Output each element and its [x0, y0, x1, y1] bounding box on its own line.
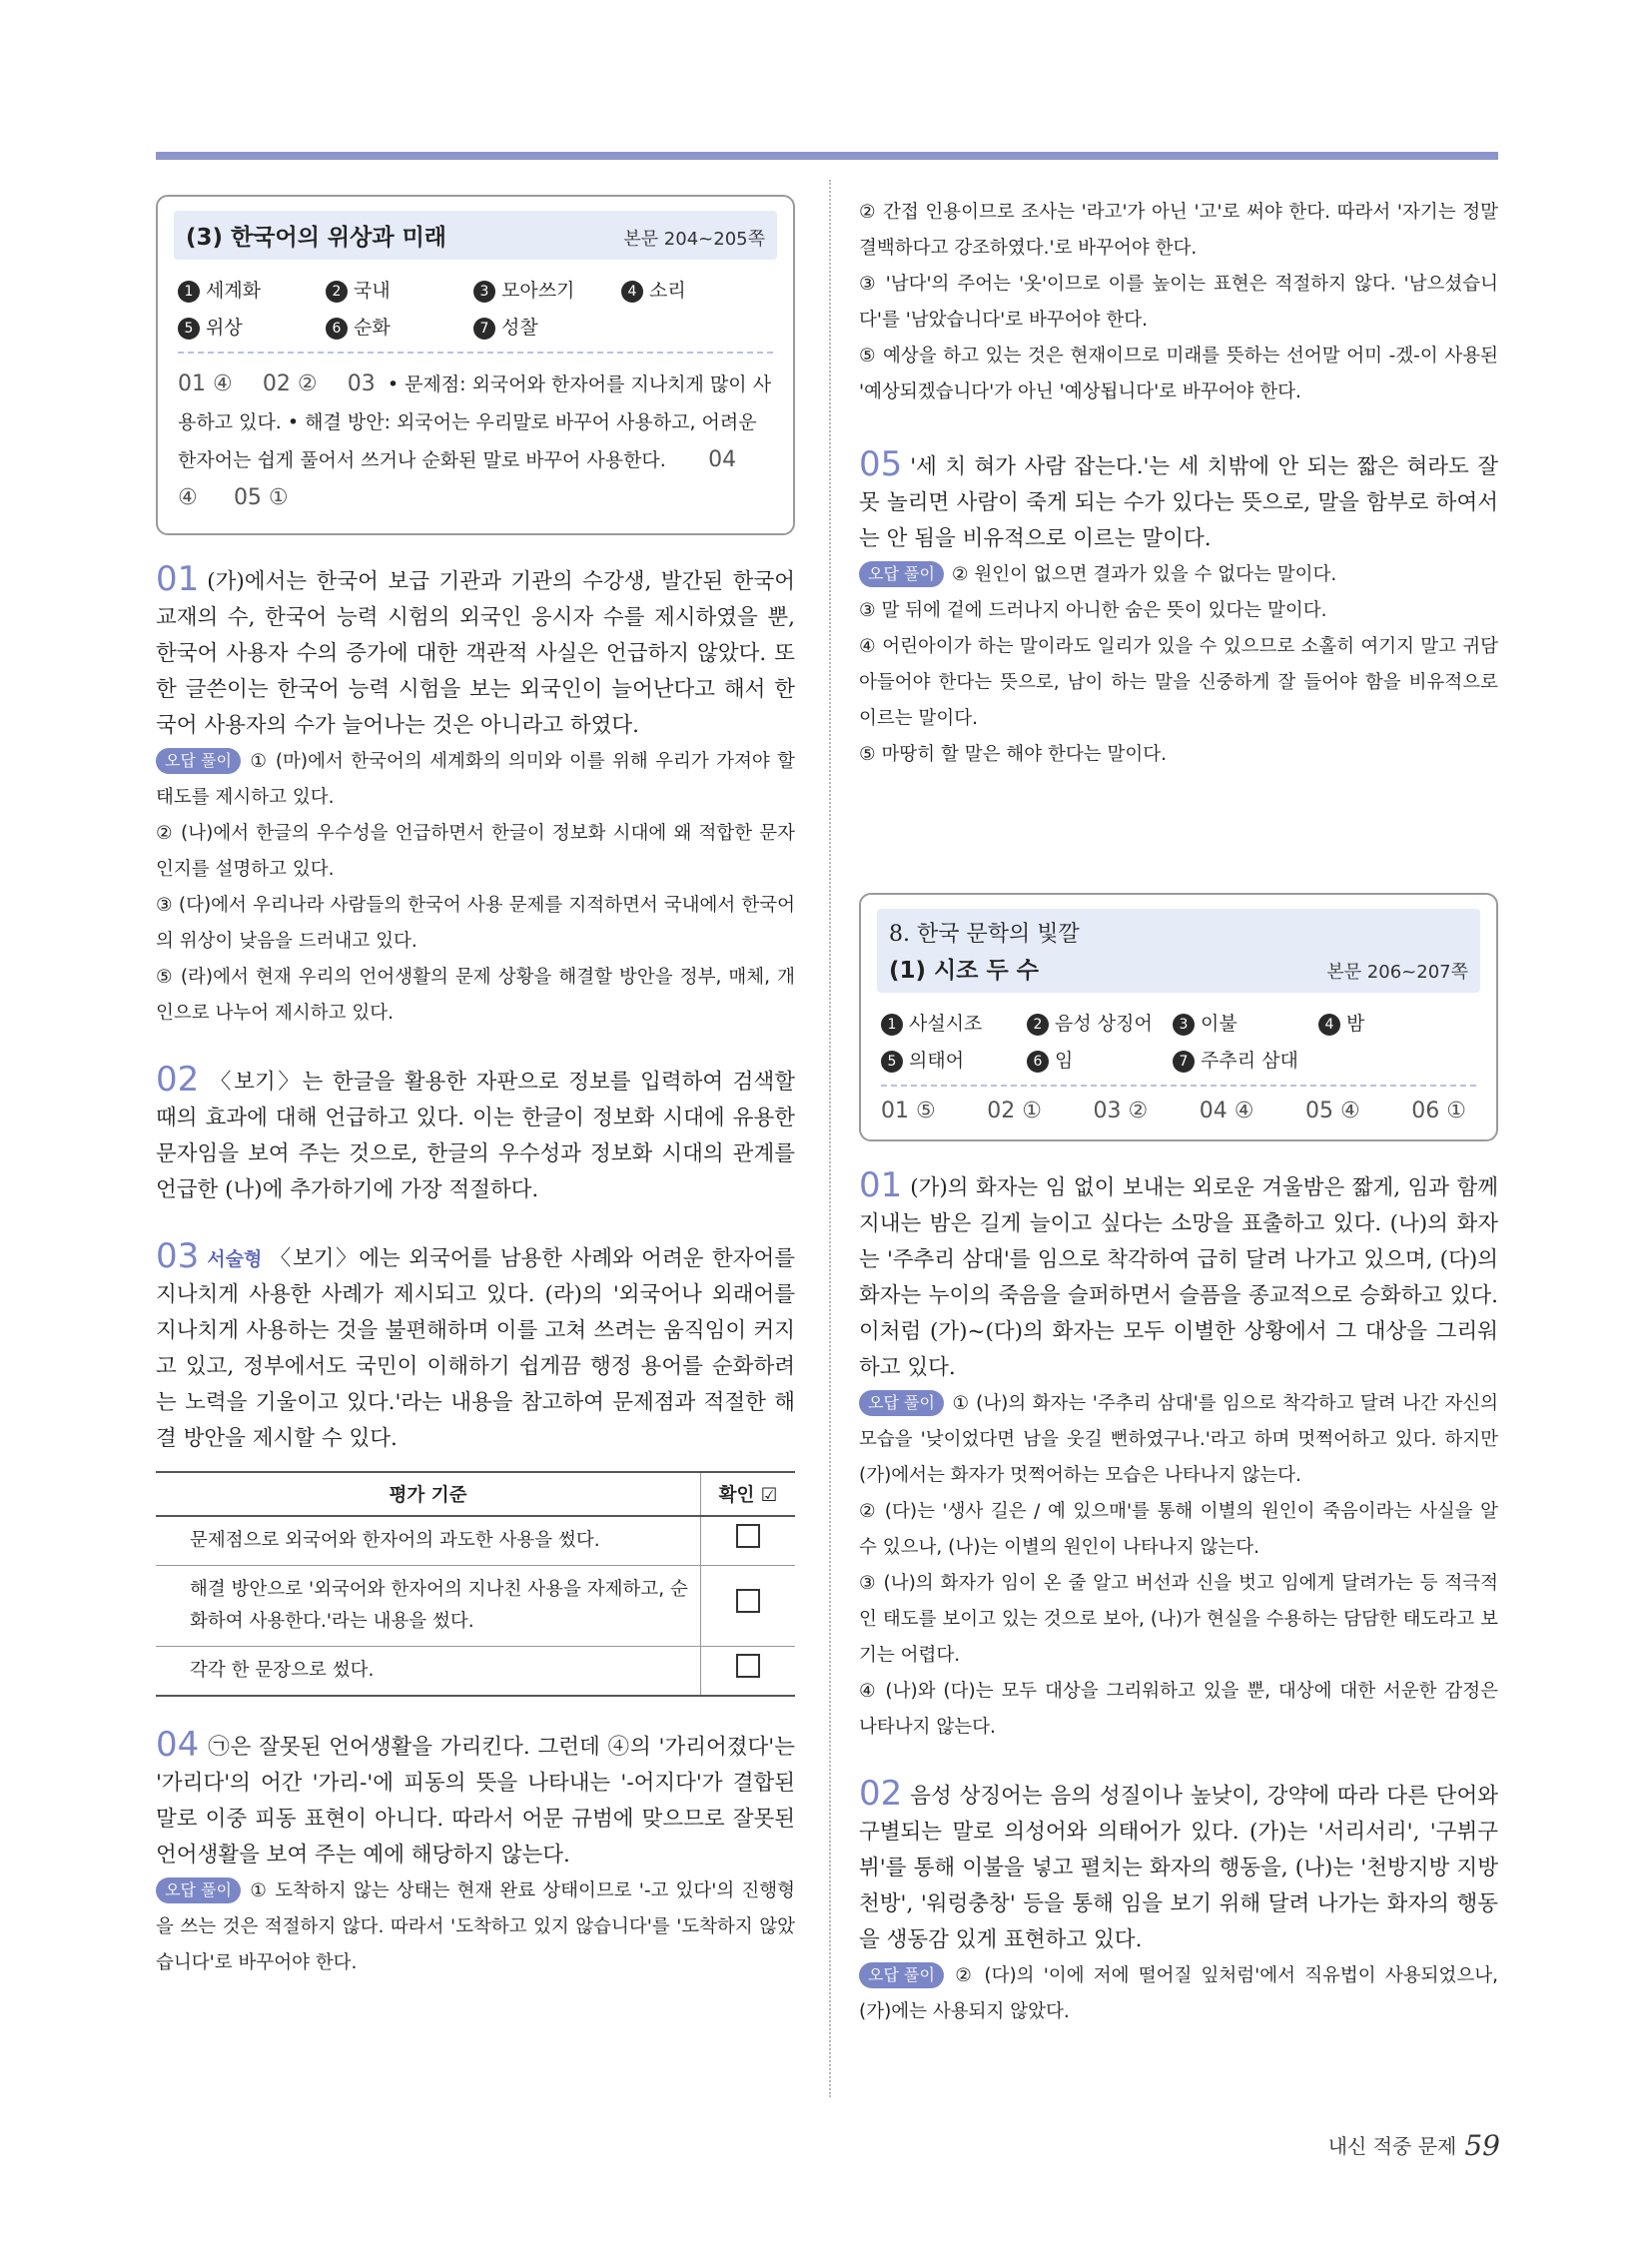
explanation-item: ② (다)는 '생사 길은 / 예 있으매'를 통해 이별의 원인이 죽음이라는 사실을 알 수 있으나, (나)는 이별의 원인이 나타나지 않는다.	[859, 1501, 1498, 1558]
keyword-text: 임	[1055, 1050, 1074, 1072]
explanation-text: ① 도착하지 않는 상태는 현재 완료 상태이므로 '-고 있다'의 진행형을 쓰는 것은 적절하지 않다. 따라서 '도착하고 있지 않습니다'를 '도착하지 않았습니다'로 바꾸어야 한다.	[156, 1880, 795, 1973]
explanation-item	[156, 1873, 795, 1981]
keyword-item	[326, 313, 473, 340]
keyword-text: 밤	[1346, 1013, 1365, 1035]
top-accent-bar	[156, 152, 1498, 160]
keyword-item	[1173, 1009, 1318, 1036]
keyword-text: 음성 상징어	[1055, 1013, 1153, 1035]
keyword-item	[881, 1009, 1027, 1036]
wrong-answer-badge: 오답 풀이	[859, 561, 944, 587]
keyword-text: 성찰	[501, 317, 538, 339]
table-row	[156, 1516, 795, 1566]
explanation-item: ③ '남다'의 주어는 '옷'이므로 이를 높이는 표현은 적절하지 않다. '남으셨습니다'를 '남았습니다'로 바꾸어야 한다.	[859, 274, 1498, 331]
keyword-text: 주추리 삼대	[1201, 1050, 1298, 1072]
answer-item: 05 ④	[1305, 1099, 1360, 1123]
question-number: 02	[156, 1060, 200, 1100]
question-body	[156, 1727, 795, 1873]
explanation-item: ② 간접 인용이므로 조사는 '라고'가 아닌 '고'로 써야 한다. 따라서 '자기는 정말 결백하다고 강조하였다.'로 바꾸어야 한다.	[859, 202, 1498, 259]
footer-label: 내신 적중 문제	[1327, 2134, 1457, 2158]
question-text: (가)에서는 한국어 보급 기관과 기관의 수강생, 발간된 한국어 교재의 수, 한국어 능력 시험의 외국인 응시자 수를 제시하였을 뿐, 한국어 사용자 수의 증가에 대한 객관적 사실은 언급하지 않았다. 또한 글쓴이는 한국어 능력 시험을 보는 외국인이 늘어난다고 해서 한국어 사용자의 수가 늘어나는 것은 아니라고 하였다.	[156, 569, 795, 738]
explanation-item: ③ (나)의 화자가 임이 온 줄 알고 버선과 신을 벗고 임에게 달려가는 등 적극적인 태도를 보이고 있는 것으로 보아, (나)가 현실을 수용하는 담담한 태도라고 보기는 어렵다.	[859, 1573, 1498, 1666]
wrong-answer-badge: 오답 풀이	[156, 748, 241, 774]
check-cell	[701, 1647, 796, 1697]
summary-title: (3) 한국어의 위상과 미래	[186, 225, 447, 251]
criteria-cell: 각각 한 문장으로 썼다.	[156, 1647, 701, 1697]
criteria-cell: 해결 방안으로 '외국어와 한자어의 지나친 사용을 자제하고, 순화하여 사용한다.'라는 내용을 썼다.	[156, 1566, 701, 1647]
keyword-number: 1	[178, 281, 200, 303]
explanation-item: ④ 어린아이가 하는 말이라도 일리가 있을 수 있으므로 소홀히 여기지 말고 귀담아들어야 한다는 뜻으로, 남이 하는 말을 신중하게 잘 들어야 함을 비유적으로 이르는 말이다.	[859, 636, 1498, 729]
question-number: 03	[156, 1236, 200, 1276]
question-body	[859, 446, 1498, 557]
wrong-answer-badge: 오답 풀이	[859, 1390, 944, 1416]
keyword-number: 3	[1173, 1014, 1195, 1036]
question-body	[156, 1238, 795, 1457]
question-03	[156, 1238, 795, 1697]
explanation-text: ② (다)의 '이에 저에 떨어질 잎처럼'에서 직유법이 사용되었으나, (가)에는 사용되지 않았다.	[859, 1965, 1498, 2022]
explanation	[156, 744, 795, 1032]
answer-05: 05 ①	[233, 485, 289, 510]
keyword-number: 7	[1173, 1051, 1195, 1073]
keyword-text: 의태어	[909, 1050, 965, 1072]
question-number: 02	[859, 1774, 903, 1814]
keyword-item	[1027, 1046, 1173, 1073]
column-divider	[829, 180, 831, 2097]
summary-header	[174, 211, 777, 260]
keyword-number: 2	[326, 281, 348, 303]
explanation	[859, 195, 1498, 410]
answer-02: 02 ②	[262, 372, 318, 396]
summary-pages: 본문 206~207쪽	[1326, 962, 1468, 983]
answer-row	[881, 1099, 1476, 1123]
question-01-sijo	[859, 1167, 1498, 1746]
keyword-text: 모아쓰기	[501, 280, 575, 302]
answer-04: 04 ④	[178, 447, 737, 510]
question-04-continued	[859, 195, 1498, 410]
explanation	[859, 1386, 1498, 1746]
check-cell	[701, 1516, 796, 1566]
explanation-text: ① (마)에서 한국어의 세계화의 의미와 이를 위해 우리가 가져야 할 태도를 제시하고 있다.	[156, 751, 795, 808]
question-number: 04	[156, 1725, 200, 1765]
table-row	[156, 1566, 795, 1647]
dashed-divider	[881, 1085, 1476, 1087]
keyword-number: 5	[178, 318, 200, 340]
explanation-item	[156, 744, 795, 816]
explanation	[859, 557, 1498, 773]
table-row	[156, 1647, 795, 1697]
explanation-item: ⑤ (라)에서 현재 우리의 언어생활의 문제 상황을 해결할 방안을 정부, 매체, 개인으로 나누어 제시하고 있다.	[156, 967, 795, 1024]
keyword-number: 3	[473, 281, 495, 303]
keyword-number: 2	[1027, 1014, 1049, 1036]
keyword-item	[881, 1046, 1027, 1073]
keyword-item	[473, 276, 621, 303]
question-04	[156, 1727, 795, 1981]
explanation-item: ③ 말 뒤에 겉에 드러나지 아니한 숨은 뜻이 있다는 말이다.	[859, 600, 1327, 621]
question-01	[156, 561, 795, 1032]
page-footer	[1328, 2129, 1500, 2162]
keyword-number: 6	[326, 318, 348, 340]
dashed-divider	[178, 352, 773, 354]
keyword-number: 4	[621, 281, 643, 303]
question-body	[156, 1062, 795, 1208]
left-column	[156, 195, 795, 2011]
keyword-item	[1027, 1009, 1173, 1036]
keyword-grid	[881, 1009, 1476, 1073]
summary-box-korean-status	[156, 195, 795, 535]
explanation-item	[859, 1958, 1498, 2030]
keyword-item	[178, 276, 326, 303]
question-number: 01	[859, 1165, 903, 1205]
answer-item: 01 ⑤	[881, 1099, 936, 1123]
question-02	[156, 1062, 795, 1208]
keyword-number: 1	[881, 1014, 903, 1036]
answer-block	[178, 366, 773, 517]
question-text: 〈보기〉는 한글을 활용한 자판으로 정보를 입력하여 검색할 때의 효과에 대해 언급하고 있다. 이는 한글이 정보화 시대에 유용한 문자임을 보여 주는 것으로, 한글의 우수성과 정보화 시대의 관계를 언급한 (나)에 추가하기에 가장 적절하다.	[156, 1070, 795, 1202]
checkbox[interactable]	[736, 1654, 760, 1678]
explanation-text: ① (나)의 화자는 '주추리 삼대'를 임으로 착각하고 달려 나간 자신의 모습을 '낮이었다면 남을 웃길 뻔하였구나.'라고 하며 멋쩍어하고 있다. 하지만 (가)에서는 화자가 멋쩍어하는 모습은 나타나지 않는다.	[859, 1393, 1498, 1486]
check-cell	[701, 1566, 796, 1647]
question-text: ㉠은 잘못된 언어생활을 가리킨다. 그런데 ④의 '가리어졌다'는 '가리다'의 어간 '가리-'에 피동의 뜻을 나타내는 '-어지다'가 결합된 말로 이중 피동 표현이 아니다. 따라서 어문 규범에 맞으므로 잘못된 언어생활을 보여 주는 예에 해당하지 않는다.	[156, 1735, 795, 1868]
keyword-item	[473, 313, 621, 340]
keyword-number: 6	[1027, 1051, 1049, 1073]
keyword-text: 소리	[649, 280, 686, 302]
explanation-item: ⑤ 예상을 하고 있는 것은 현재이므로 미래를 뜻하는 선어말 어미 -겠-이 사용된 '예상되겠습니다'가 아닌 '예상됩니다'로 바꾸어야 한다.	[859, 346, 1498, 402]
question-number: 01	[156, 559, 200, 599]
evaluation-table	[156, 1471, 795, 1697]
checkbox[interactable]	[736, 1589, 760, 1613]
answer-item: 02 ①	[987, 1099, 1042, 1123]
summary-header	[877, 909, 1480, 993]
keyword-item	[621, 276, 769, 303]
answer-03-text: • 문제점: 외국어와 한자어를 지나치게 많이 사용하고 있다. • 해결 방안: 외국어는 우리말로 바꾸어 사용하고, 어려운 한자어는 쉽게 풀어서 쓰거나 순화된 말로 바꾸어 사용한다.	[178, 374, 772, 471]
question-body	[156, 561, 795, 744]
table-header-criteria: 평가 기준	[156, 1472, 701, 1516]
answer-01: 01 ④	[178, 372, 233, 396]
answer-03-label: 03	[347, 372, 376, 396]
summary-title: (1) 시조 두 수	[889, 958, 1039, 984]
keyword-text: 사설시조	[909, 1013, 983, 1035]
table-header-check: 확인 ☑	[701, 1472, 796, 1516]
summary-pages: 본문 204~205쪽	[623, 229, 765, 250]
wrong-answer-badge: 오답 풀이	[859, 1962, 944, 1988]
keyword-number: 5	[881, 1051, 903, 1073]
explanation-item: ③ (다)에서 우리나라 사람들의 한국어 사용 문제를 지적하면서 국내에서 한국어의 위상이 낮음을 드러내고 있다.	[156, 895, 795, 952]
keyword-number: 7	[473, 318, 495, 340]
criteria-cell: 문제점으로 외국어와 한자어의 과도한 사용을 썼다.	[156, 1516, 701, 1566]
question-text: (가)의 화자는 임 없이 보내는 외로운 겨울밤은 짧게, 임과 함께 지내는 밤은 길게 늘이고 싶다는 소망을 표출하고 있다. (나)의 화자는 '주추리 삼대'를 임으로 착각하여 급히 달려 나가고 있으며, (다)의 화자는 누이의 죽음을 슬퍼하면서 슬픔을 종교적으로 승화하고 있다. 이처럼 (가)~(다)의 화자는 모두 이별한 상황에서 그 대상을 그리워하고 있다.	[859, 1175, 1498, 1380]
answer-item: 04 ④	[1199, 1099, 1254, 1123]
explanation-item: ② (나)에서 한글의 우수성을 언급하면서 한글이 정보화 시대에 왜 적합한 문자인지를 설명하고 있다.	[156, 823, 795, 880]
keyword-item	[326, 276, 473, 303]
keyword-grid	[178, 276, 773, 340]
explanation	[156, 1873, 795, 1981]
keyword-text: 위상	[206, 317, 243, 339]
explanation	[859, 1958, 1498, 2030]
explanation-item	[859, 557, 1498, 593]
keyword-text: 순화	[354, 317, 391, 339]
keyword-item	[1318, 1009, 1464, 1036]
explanation-item: ④ (나)와 (다)는 모두 대상을 그리워하고 있을 뿐, 대상에 대한 서운한 감정은 나타나지 않는다.	[859, 1681, 1498, 1738]
checkbox[interactable]	[736, 1524, 760, 1548]
explanation-text: ② 원인이 없으면 결과가 있을 수 없다는 말이다.	[951, 564, 1337, 585]
answer-item: 03 ②	[1093, 1099, 1149, 1123]
answer-item: 06 ①	[1411, 1099, 1466, 1123]
question-body	[859, 1167, 1498, 1386]
question-05	[859, 446, 1498, 773]
question-body	[859, 1776, 1498, 1958]
question-number: 05	[859, 444, 903, 484]
question-02-sijo	[859, 1776, 1498, 2030]
keyword-number: 4	[1318, 1014, 1340, 1036]
keyword-item	[1173, 1046, 1464, 1073]
question-text: 음성 상징어는 음의 성질이나 높낮이, 강약에 따라 다른 단어와 구별되는 말로 의성어와 의태어가 있다. (가)는 '서리서리', '구뷔구뷔'를 통해 이불을 넣고 펼치는 화자의 행동을, (나)는 '천방지방 지방천방', '워렁충창' 등을 통해 임을 보기 위해 달려 나가는 화자의 행동을 생동감 있게 표현하고 있다.	[859, 1784, 1498, 1952]
question-text: '세 치 혀가 사람 잡는다.'는 세 치밖에 안 되는 짧은 혀라도 잘못 놀리면 사람이 죽게 되는 수가 있다는 뜻으로, 말을 함부로 하여서는 안 됨을 비유적으로 이르는 말이다.	[859, 454, 1498, 551]
keyword-item	[178, 313, 326, 340]
right-column	[859, 195, 1498, 2060]
page-number: 59	[1464, 2129, 1500, 2162]
question-tag: 서술형	[207, 1248, 263, 1270]
wrong-answer-badge: 오답 풀이	[156, 1877, 241, 1903]
summary-box-sijo	[859, 893, 1498, 1141]
keyword-text: 이불	[1201, 1013, 1238, 1035]
explanation-item: ⑤ 마땅히 할 말은 해야 한다는 말이다.	[859, 744, 1167, 765]
keyword-text: 국내	[354, 280, 391, 302]
chapter-title: 8. 한국 문학의 빛깔	[889, 922, 1080, 947]
keyword-text: 세계화	[206, 280, 262, 302]
explanation-item	[859, 1386, 1498, 1494]
question-text: 〈보기〉에는 외국어를 남용한 사례와 어려운 한자어를 지나치게 사용한 사례가 제시되고 있다. (라)의 '외국어나 외래어를 지나치게 사용하는 것을 불편해하며 이를 고쳐 쓰려는 움직임이 커지고 있고, 정부에서도 국민이 이해하기 쉽게끔 행정 용어를 순화하려는 노력을 기울이고 있다.'라는 내용을 참고하여 문제점과 적절한 해결 방안을 제시할 수 있다.	[156, 1246, 795, 1451]
